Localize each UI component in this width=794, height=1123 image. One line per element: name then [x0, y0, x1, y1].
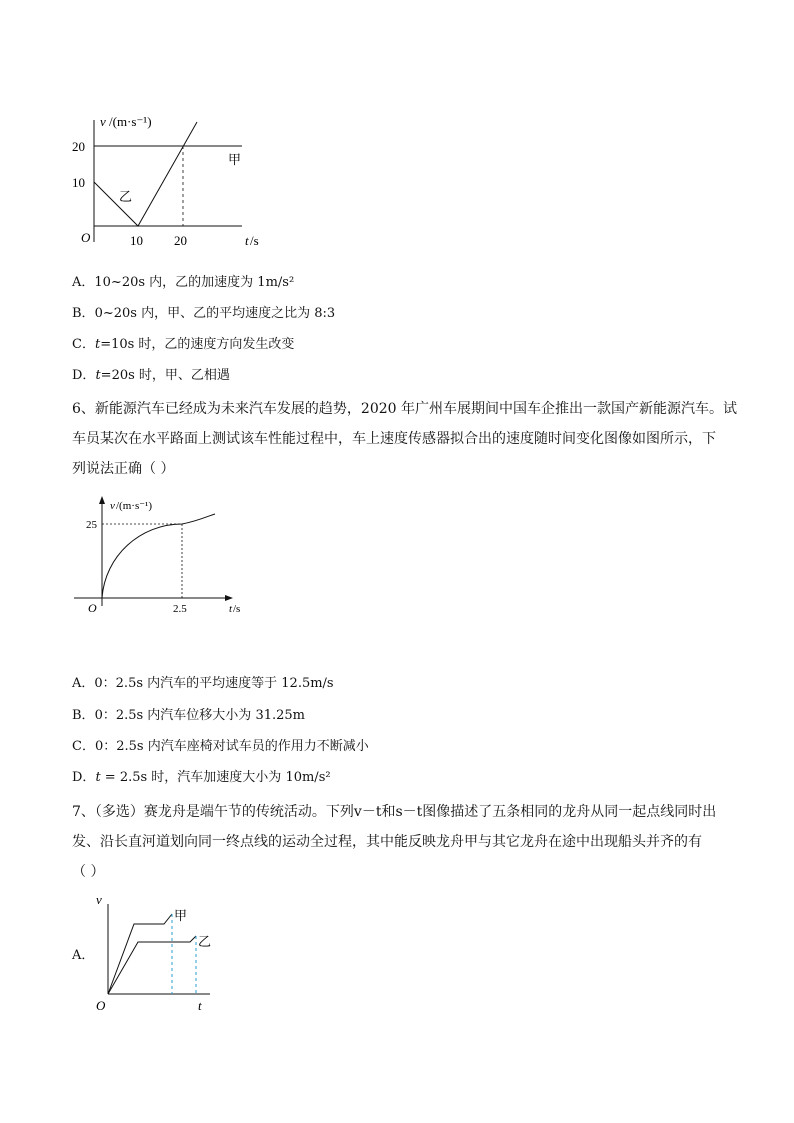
q5-option-b-letter: B．	[72, 306, 95, 321]
q5-option-d-text: =20s 时，甲、乙相遇	[100, 368, 230, 383]
q5-option-d-var: t	[95, 368, 101, 383]
q6-stem-line-3: 列说法正确（ ）	[72, 461, 175, 477]
q5-option-a-letter: A．	[72, 275, 95, 290]
q6-stem-line-1: 6、新能源汽车已经成为未来汽车发展的趋势，2020 年广州车展期间中国车企推出一款国产新能源汽车。试	[72, 401, 737, 417]
q5-option-a-text: 10~20s 内，乙的加速度为 1m/s²	[94, 275, 295, 290]
q6-option-c-text: 0：2.5s 内汽车座椅对试车员的作用力不断减小	[94, 739, 369, 754]
q6-option-a-letter: A．	[72, 676, 95, 691]
q5-option-d	[72, 368, 230, 384]
q5-x-label: t	[245, 233, 249, 248]
q6-option-d	[72, 770, 331, 786]
q7-line-jia	[108, 914, 172, 994]
q5-option-c	[72, 337, 294, 353]
q6-x-label: t	[229, 603, 233, 615]
q6-curve	[102, 514, 215, 598]
q6-stem-line-2: 车员某次在水平路面上测试该车性能过程中，车上速度传感器拟合出的速度随时间变化图像如图所示，下	[72, 431, 716, 447]
q7-y-label: v	[96, 892, 102, 907]
q5-label-yi: 乙	[119, 189, 133, 204]
q7-option-a-graph	[90, 888, 220, 1018]
q6-x-unit: /s	[233, 603, 241, 615]
q6-option-d-var: t	[95, 770, 101, 785]
q5-x-unit: /s	[250, 233, 259, 248]
q7-label-jia: 甲	[174, 908, 188, 923]
q7-label-yi: 乙	[198, 934, 212, 949]
q6-y-label: v	[110, 500, 115, 512]
q5-option-a	[72, 275, 294, 291]
q5-option-c-text: =10s 时，乙的速度方向发生改变	[100, 337, 295, 352]
q6-option-d-letter: D．	[72, 770, 96, 785]
q6-origin: O	[88, 601, 97, 615]
q7-stem	[72, 797, 732, 887]
q5-vt-graph	[70, 108, 280, 253]
q5-label-jia: 甲	[228, 152, 242, 167]
q6-y-arrow	[99, 496, 105, 504]
q5-y-tick-20: 20	[72, 139, 85, 154]
q5-option-c-var: t	[94, 337, 101, 352]
q6-y-unit: /(m·s⁻¹)	[116, 500, 152, 512]
q7-stem-line-3: （ ）	[72, 864, 105, 880]
q7-origin: O	[96, 998, 106, 1013]
q6-option-d-text: = 2.5s 时，汽车加速度大小为 10m/s²	[100, 770, 331, 785]
q5-y-unit: /(m·s⁻¹)	[109, 114, 152, 129]
q7-option-a-letter: A．	[72, 948, 95, 963]
q6-option-a-text: 0：2.5s 内汽车的平均速度等于 12.5m/s	[94, 676, 334, 691]
q5-y-tick-10: 10	[72, 175, 85, 190]
q5-x-tick-20: 20	[174, 233, 187, 248]
q6-y-tick-25: 25	[86, 519, 97, 531]
q5-origin: O	[81, 230, 91, 245]
q7-stem-line-2: 发、沿长直河道划向同一终点线的运动全过程，其中能反映龙舟甲与其它龙舟在途中出现船头并齐的有	[72, 834, 702, 850]
q5-y-label: v	[100, 114, 106, 129]
q7-stem-line-1: 7、（多选）赛龙舟是端午节的传统活动。下列v－t和s－t图像描述了五条相同的龙舟从同一起点线同时出	[72, 804, 717, 820]
q6-option-c-letter: C．	[72, 739, 95, 754]
q5-option-b-text: 0~20s 内，甲、乙的平均速度之比为 8:3	[94, 306, 336, 321]
q6-vt-graph	[70, 494, 255, 624]
q6-option-c	[72, 739, 369, 755]
q5-line-yi	[94, 122, 197, 226]
q6-option-b-text: 0：2.5s 内汽车位移大小为 31.25m	[94, 708, 305, 723]
q5-option-c-letter: C．	[72, 337, 95, 352]
q6-option-a	[72, 676, 334, 692]
q6-stem	[72, 394, 737, 484]
q6-option-b	[72, 708, 305, 724]
q6-option-b-letter: B．	[72, 708, 95, 723]
q7-x-label: t	[198, 998, 202, 1013]
q5-option-d-letter: D．	[72, 368, 96, 383]
q5-x-tick-10: 10	[130, 233, 143, 248]
q7-line-yi	[108, 936, 196, 994]
q6-x-arrow	[225, 595, 233, 601]
q5-option-b	[72, 306, 335, 322]
q6-x-tick-2-5: 2.5	[173, 603, 187, 615]
